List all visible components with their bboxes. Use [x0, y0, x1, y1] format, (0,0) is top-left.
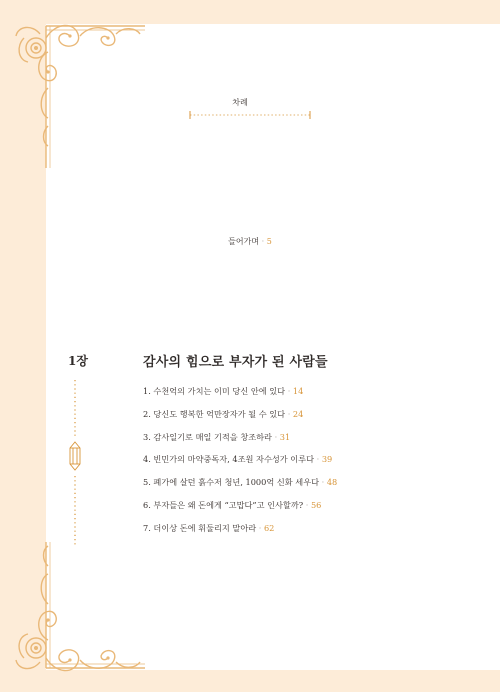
- list-item[interactable]: [143, 454, 337, 477]
- gem-divider-icon: [68, 378, 82, 548]
- item-title: 3. 감사일기로 매일 기적을 창조하라: [143, 431, 272, 442]
- item-page-number: 39: [321, 454, 333, 465]
- item-title: 7. 더이상 돈에 휘둘리지 말아라: [143, 522, 257, 533]
- item-title: 5. 폐가에 살던 흙수저 청년, 1000억 신화 세우다: [143, 477, 320, 488]
- item-page-number: 62: [263, 522, 275, 533]
- list-item[interactable]: [143, 386, 337, 409]
- item-page-number: 48: [326, 477, 338, 488]
- list-item[interactable]: [143, 523, 337, 546]
- item-separator: ·: [287, 408, 291, 419]
- item-title: 4. 빈민가의 마약중독자, 4조원 자수성가 이루다: [143, 454, 315, 465]
- item-separator: ·: [287, 386, 291, 396]
- item-page-number: 14: [292, 386, 304, 396]
- heading-divider-icon: [188, 110, 312, 120]
- item-separator: ·: [305, 499, 309, 510]
- list-item[interactable]: [143, 500, 337, 523]
- item-page-number: 24: [292, 408, 304, 419]
- list-item[interactable]: [143, 477, 337, 500]
- intro-entry[interactable]: [200, 236, 300, 247]
- chapter-title: 감사의 힘으로 부자가 된 사람들: [143, 355, 328, 370]
- item-title: 1. 수천억의 가치는 이미 당신 안에 있다: [143, 386, 286, 396]
- toc-heading: 차례: [232, 98, 248, 107]
- item-separator: ·: [258, 522, 262, 533]
- bottom-left-ornament-icon: [10, 542, 145, 682]
- list-item[interactable]: [143, 432, 337, 455]
- item-page-number: 31: [279, 431, 291, 442]
- item-page-number: 56: [310, 499, 322, 510]
- intro-title: 들어가며: [228, 237, 260, 246]
- item-separator: ·: [321, 477, 325, 488]
- top-left-ornament-icon: [10, 18, 145, 168]
- item-separator: ·: [274, 431, 278, 442]
- intro-separator: ·: [261, 237, 265, 246]
- item-title: 2. 당신도 행복한 억만장자가 될 수 있다: [143, 408, 286, 419]
- chapter-item-list: [143, 386, 337, 546]
- item-separator: ·: [316, 454, 320, 465]
- chapter-label: 1장: [68, 354, 88, 368]
- item-title: 6. 부자들은 왜 돈에게 “고맙다”고 인사할까?: [143, 499, 304, 510]
- list-item[interactable]: [143, 409, 337, 432]
- intro-page-number: 5: [266, 237, 272, 246]
